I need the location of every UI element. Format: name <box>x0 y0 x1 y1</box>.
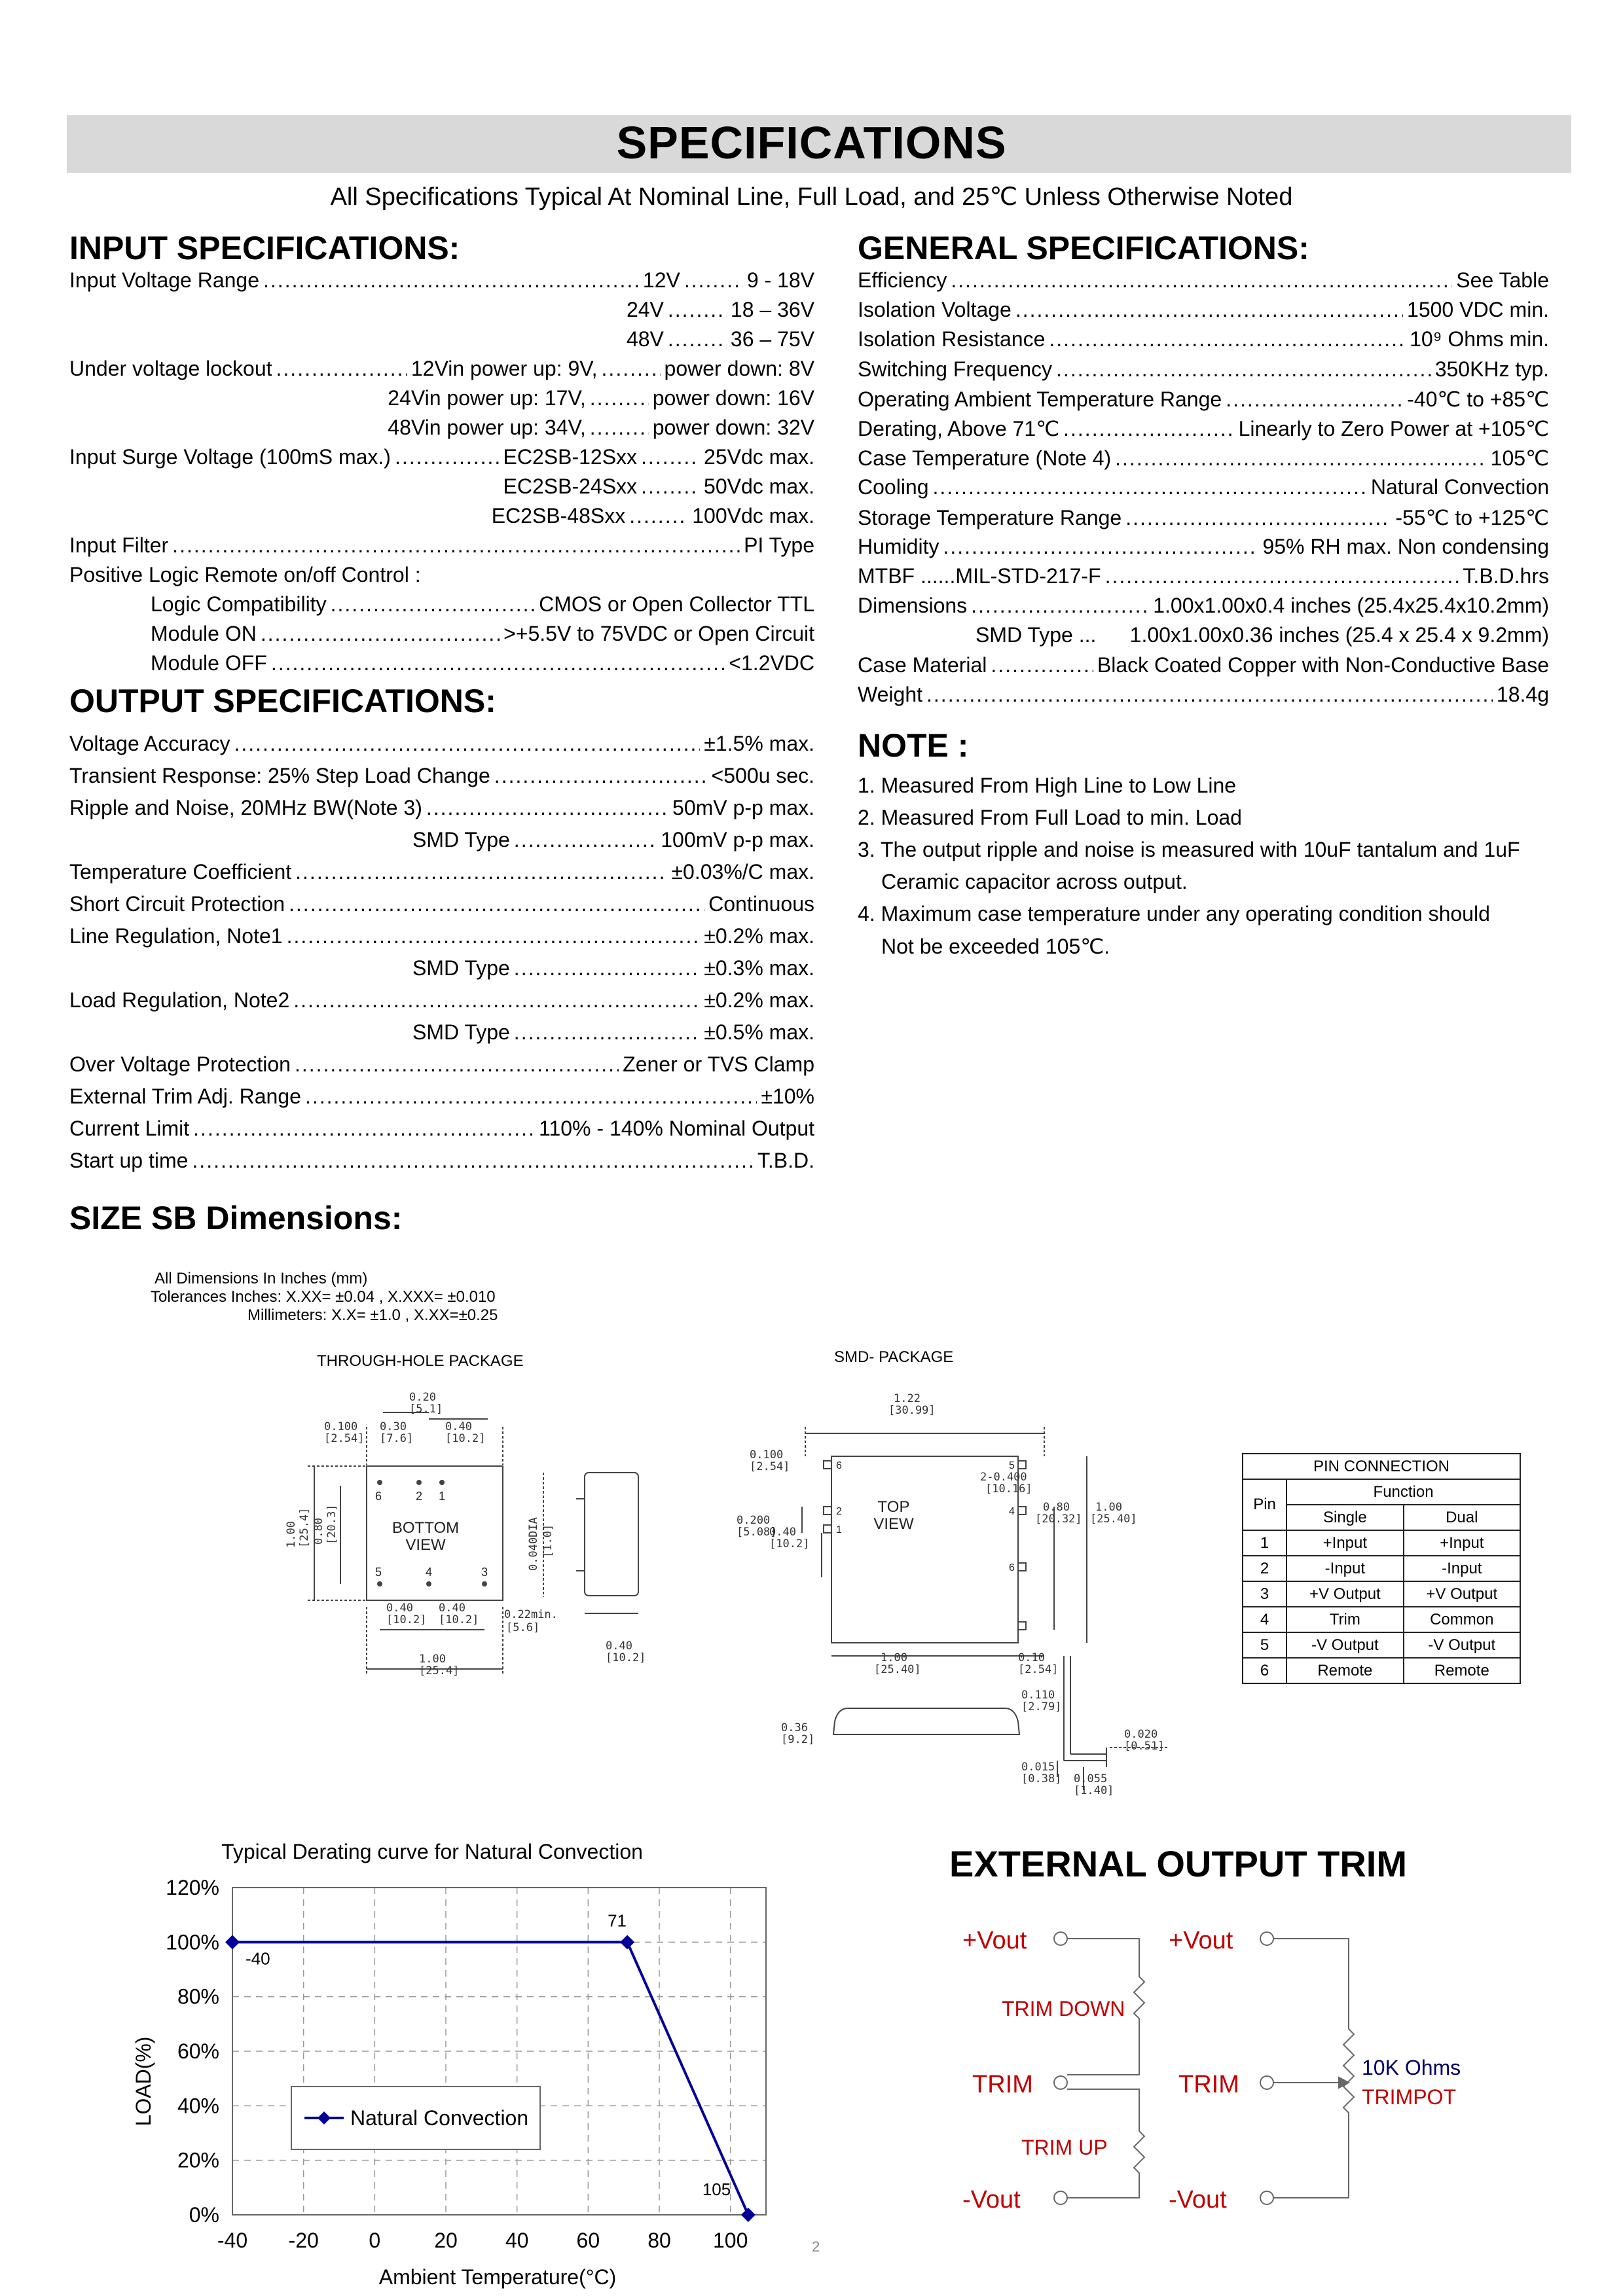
input-spec-row <box>69 445 814 469</box>
spec-value: 1.00x1.00x0.4 inches (25.4x25.4x10.2mm) <box>1153 594 1549 618</box>
output-spec-row <box>412 828 814 852</box>
legend-label: Natural Convection <box>350 2106 529 2130</box>
trim-heading: EXTERNAL OUTPUT TRIM <box>949 1843 1407 1884</box>
bottom-view-label: BOTTOM <box>392 1519 460 1537</box>
input-spec-row <box>69 504 814 528</box>
function-header: Function <box>1286 1479 1520 1505</box>
spec-label: Load Regulation, Note2 <box>69 988 290 1012</box>
pin-row <box>1243 1658 1520 1683</box>
general-spec-row <box>858 505 1549 530</box>
spec-label: Over Voltage Protection <box>69 1052 291 1076</box>
spec-value: ±0.03%/C max. <box>671 860 814 884</box>
spec-label: Positive Logic Remote on/off Control : <box>69 563 421 586</box>
through-hole-label: THROUGH-HOLE PACKAGE <box>317 1352 524 1370</box>
note-line: 4. Maximum case temperature under any operating condition should <box>858 902 1490 925</box>
dim-label: [25.4] <box>419 1664 460 1677</box>
trim-label-2: TRIM <box>1178 2071 1239 2098</box>
output-spec-row <box>69 924 814 948</box>
spec-label: Derating, Above 71℃ <box>858 417 1060 440</box>
spec-value: ±0.2% max. <box>704 924 814 948</box>
trim-label: TRIM <box>972 2071 1033 2098</box>
pin-row <box>1243 1581 1520 1607</box>
spec-value: Natural Convection <box>1370 475 1549 499</box>
dim-label: [2.54] <box>1018 1663 1059 1676</box>
spec-label: Storage Temperature Range <box>858 505 1122 529</box>
spec-value: 105℃ <box>1490 446 1549 471</box>
y-tick-label: 120% <box>166 1876 219 1899</box>
spec-mid-value: EC2SB-48Sxx <box>491 504 626 528</box>
spec-value: ±0.3% max. <box>704 956 814 980</box>
spec-label: Input Voltage Range <box>69 268 260 292</box>
vout-plus-label: +Vout <box>962 1927 1027 1954</box>
dim-tolerance-mm: Millimeters: X.X= ±1.0 , X.XX=±0.25 <box>247 1306 498 1324</box>
spec-value: ±1.5% max. <box>704 732 814 755</box>
chart-legend <box>291 2087 540 2149</box>
input-spec-row <box>151 622 814 646</box>
spec-value: power down: 8V <box>664 357 814 380</box>
bottom-view-label: VIEW <box>405 1536 446 1554</box>
pin-number: 3 <box>481 1566 488 1579</box>
pin-dual-cell: +Input <box>1404 1530 1520 1556</box>
pin-number: 4 <box>1009 1506 1015 1517</box>
pin-column-header: Pin <box>1243 1479 1286 1530</box>
spec-value: 18.4g <box>1496 682 1549 706</box>
dim-label: 1.00 <box>285 1521 298 1548</box>
x-axis-label: Ambient Temperature(°C) <box>378 2265 617 2289</box>
x-tick-label: 100 <box>712 2229 748 2252</box>
trim-down-label: TRIM DOWN <box>1002 1997 1125 2020</box>
spec-label: Input Surge Voltage (100mS max.) <box>69 445 391 469</box>
dim-label: [9.2] <box>781 1733 815 1746</box>
pin-single-cell: Trim <box>1286 1607 1403 1632</box>
spec-value: 1.00x1.00x0.36 inches (25.4 x 25.4 x 9.2mm) <box>1129 623 1549 647</box>
terminal-vout-minus-2 <box>1260 2191 1273 2204</box>
terminal-vout-plus-2 <box>1260 1932 1273 1945</box>
top-view-label: VIEW <box>873 1515 914 1533</box>
dimensions-heading: SIZE SB Dimensions: <box>69 1200 403 1236</box>
pin-dual-cell: -V Output <box>1404 1632 1520 1658</box>
trimpot-ohms-label: 10K Ohms <box>1362 2056 1461 2079</box>
pin-row <box>1243 1632 1520 1658</box>
dim-label: [10.2] <box>445 1432 486 1445</box>
output-spec-row <box>69 860 814 884</box>
input-spec-row <box>69 327 814 351</box>
through-hole-drawing <box>249 1381 668 1689</box>
smd-drawing <box>717 1381 1175 1800</box>
input-spec-row <box>69 475 814 499</box>
pin-dual-cell: -Input <box>1404 1556 1520 1581</box>
dim-label: 0.200 <box>737 1514 771 1527</box>
spec-label: Current Limit <box>69 1117 190 1140</box>
spec-value: power down: 16V <box>652 386 814 410</box>
dim-label: [25.40] <box>874 1663 921 1676</box>
spec-label: Dimensions <box>858 594 968 618</box>
spec-label: Humidity <box>858 534 939 558</box>
trim-diagram <box>943 1911 1519 2225</box>
dim-label: [1.0] <box>541 1524 555 1558</box>
spec-value: CMOS or Open Collector TTL <box>539 592 814 616</box>
dim-label: [25.4] <box>298 1507 311 1548</box>
dim-label: [5.08] <box>737 1526 777 1539</box>
dim-label: [5.1] <box>409 1403 443 1416</box>
dim-label: 0.40 <box>606 1640 632 1653</box>
general-spec-row <box>976 623 1549 647</box>
note-line: Ceramic capacitor across output. <box>881 870 1188 893</box>
pin-single-cell: +V Output <box>1286 1581 1403 1607</box>
spec-value: ±10% <box>761 1085 814 1108</box>
dim-label: [1.40] <box>1074 1784 1114 1797</box>
spec-label: SMD Type <box>412 956 510 980</box>
pin-number: 1 <box>439 1490 446 1503</box>
dim-label: 1.00 <box>1095 1501 1122 1514</box>
smd-package-label: SMD- PACKAGE <box>834 1348 954 1366</box>
spec-label: Efficiency <box>858 268 947 292</box>
pin-number-cell: 1 <box>1243 1530 1286 1556</box>
dim-label: [5.6] <box>506 1621 540 1634</box>
spec-value: Linearly to Zero Power at +105℃ <box>1238 417 1549 440</box>
y-tick-label: 60% <box>177 2039 219 2063</box>
output-spec-row <box>69 1117 814 1141</box>
dim-tolerance-inches: Tolerances Inches: X.XX= ±0.04 , X.XXX= ±0.010 <box>151 1288 496 1306</box>
spec-label: SMD Type <box>412 828 510 852</box>
pin-number: 6 <box>1009 1562 1015 1573</box>
dim-label: 0.80 <box>1043 1501 1070 1514</box>
spec-mid-value: 48Vin power up: 34V, <box>388 416 586 439</box>
dim-label: 0.30 <box>380 1420 407 1433</box>
spec-label: External Trim Adj. Range <box>69 1085 301 1108</box>
y-tick-label: 80% <box>177 1984 219 2009</box>
general-spec-row <box>858 446 1549 471</box>
vout-plus-label-2: +Vout <box>1169 1927 1233 1954</box>
pin-number: 6 <box>375 1490 382 1503</box>
dim-label: 0.40 <box>445 1420 472 1433</box>
note-line: 3. The output ripple and noise is measured with 10uF tantalum and 1uF <box>858 838 1520 861</box>
pin-dual-cell: Common <box>1404 1607 1520 1632</box>
dim-label: [0.38] <box>1021 1772 1062 1785</box>
spec-value: 350KHz typ. <box>1434 357 1549 381</box>
x-tick-label: 40 <box>505 2229 529 2252</box>
output-spec-row <box>69 1149 814 1173</box>
x-tick-label: 60 <box>576 2229 600 2252</box>
spec-value: 1500 VDC min. <box>1407 298 1549 322</box>
spec-value: 50mV p-p max. <box>672 796 814 819</box>
general-specs-heading: GENERAL SPECIFICATIONS: <box>858 230 1309 266</box>
x-tick-label: -20 <box>288 2229 319 2252</box>
spec-label: Switching Frequency <box>858 357 1053 381</box>
terminal-vout-plus <box>1054 1932 1067 1945</box>
pin-dual-cell: Remote <box>1404 1658 1520 1683</box>
spec-label: Module ON <box>151 622 257 645</box>
smd-side-view <box>833 1708 1019 1734</box>
y-axis-label: LOAD(%) <box>132 2036 155 2126</box>
spec-value: PI Type <box>744 533 814 557</box>
pin-number: 1 <box>836 1524 842 1535</box>
spec-value: Zener or TVS Clamp <box>623 1052 814 1076</box>
dim-label: 0.110 <box>1021 1689 1055 1702</box>
data-point <box>741 2208 756 2222</box>
spec-value: T.B.D. <box>757 1149 814 1172</box>
input-specs-heading: INPUT SPECIFICATIONS: <box>69 230 460 266</box>
dim-label: [30.99] <box>888 1404 936 1417</box>
y-tick-label: 40% <box>177 2094 219 2118</box>
spec-mid-value: 12V <box>642 268 680 292</box>
spec-mid-value: EC2SB-24Sxx <box>503 475 638 498</box>
spec-label: Input Filter <box>69 533 169 557</box>
output-spec-row <box>69 764 814 788</box>
series-line-natural-convection <box>232 1942 748 2215</box>
dim-label: 2-0.400 <box>980 1471 1027 1484</box>
pin-row <box>1243 1556 1520 1581</box>
output-spec-row <box>412 1020 814 1045</box>
dim-label: [20.3] <box>325 1504 338 1545</box>
spec-mid-value: 24Vin power up: 17V, <box>388 386 586 410</box>
output-spec-row <box>412 956 814 980</box>
output-spec-row <box>69 988 814 1013</box>
point-annotation: 71 <box>608 1910 627 1931</box>
input-spec-row <box>69 563 814 587</box>
x-tick-label: -40 <box>217 2229 248 2252</box>
note-line: 1. Measured From High Line to Low Line <box>858 774 1237 797</box>
input-spec-row <box>69 357 814 381</box>
spec-value: 100mV p-p max. <box>661 828 814 852</box>
spec-value: 110% - 140% Nominal Output <box>539 1117 814 1140</box>
note-line: Not be exceeded 105℃. <box>881 935 1110 958</box>
chart-title: Typical Derating curve for Natural Convection <box>221 1840 643 1863</box>
dim-label: 0.80 <box>312 1518 325 1545</box>
pin-single-cell: -Input <box>1286 1556 1403 1581</box>
spec-mid-value: EC2SB-12Sxx <box>503 445 638 469</box>
terminal-trim-2 <box>1260 2076 1273 2089</box>
spec-label: Under voltage lockout <box>69 357 272 380</box>
output-spec-row <box>69 1052 814 1077</box>
pin-number-cell: 2 <box>1243 1556 1286 1581</box>
dim-label: [0.51] <box>1124 1740 1165 1753</box>
derating-chart <box>118 1833 825 2291</box>
spec-value: 36 – 75V <box>730 327 814 351</box>
general-spec-row <box>858 653 1549 677</box>
input-spec-row <box>69 298 814 322</box>
input-spec-row <box>69 386 814 410</box>
spec-label: Isolation Resistance <box>858 327 1046 351</box>
notes-heading: NOTE : <box>858 727 969 764</box>
general-spec-row <box>858 416 1549 441</box>
spec-label: Start up time <box>69 1149 189 1172</box>
pin-number: 4 <box>426 1566 433 1579</box>
dim-label: 0.40 <box>769 1526 796 1539</box>
pin-number-cell: 6 <box>1243 1658 1286 1683</box>
spec-label: Operating Ambient Temperature Range <box>858 387 1222 411</box>
pin-table-title: PIN CONNECTION <box>1243 1454 1520 1479</box>
dim-label: 0.055 <box>1074 1772 1108 1785</box>
spec-value: -55℃ to +125℃ <box>1395 505 1549 529</box>
dim-label: [10.2] <box>606 1651 646 1664</box>
page-title: SPECIFICATIONS <box>616 117 1007 168</box>
general-spec-row <box>858 268 1549 293</box>
spec-label: SMD Type <box>412 1020 510 1044</box>
pin-single-cell: +Input <box>1286 1530 1403 1556</box>
dim-note: All Dimensions In Inches (mm) <box>155 1270 368 1287</box>
trim-up-label: TRIM UP <box>1021 2136 1108 2159</box>
output-spec-row <box>69 892 814 916</box>
terminal-trim <box>1054 2076 1067 2089</box>
x-tick-label: 20 <box>434 2229 458 2252</box>
dim-label: 0.100 <box>750 1448 784 1462</box>
spec-value: Black Coated Copper with Non-Conductive Base <box>1097 653 1549 677</box>
general-spec-row <box>858 594 1549 618</box>
single-header: Single <box>1286 1505 1403 1530</box>
spec-label: Temperature Coefficient <box>69 860 292 884</box>
dim-label: 0.22min. <box>504 1608 558 1621</box>
dim-label: 0.040DIA <box>527 1517 540 1571</box>
chart-grid <box>232 1888 766 2215</box>
pin-number-cell: 3 <box>1243 1581 1286 1607</box>
spec-value: >+5.5V to 75VDC or Open Circuit <box>503 622 814 645</box>
dim-label: [10.16] <box>985 1482 1032 1496</box>
dim-label: 0.40 <box>386 1602 413 1615</box>
spec-mid-value: 48V <box>626 327 664 351</box>
dim-label: [10.2] <box>386 1613 427 1626</box>
x-tick-label: 80 <box>647 2229 671 2252</box>
dim-label: 1.00 <box>881 1651 907 1664</box>
general-spec-row <box>858 387 1549 412</box>
output-spec-row <box>69 732 814 756</box>
y-tick-label: 20% <box>177 2148 219 2172</box>
dim-label: [10.2] <box>439 1613 479 1626</box>
pin-row <box>1243 1530 1520 1556</box>
spec-value: 100Vdc max. <box>692 504 814 528</box>
terminal-vout-minus <box>1054 2191 1067 2204</box>
spec-label: Module OFF <box>151 651 267 675</box>
dim-label: [2.54] <box>750 1460 790 1473</box>
dim-label: 1.22 <box>894 1392 921 1405</box>
spec-label: SMD Type ... <box>976 623 1097 647</box>
y-tick-label: 100% <box>166 1930 219 1954</box>
dim-label: [10.2] <box>769 1537 810 1551</box>
dim-label: [7.6] <box>380 1432 414 1445</box>
page-subtitle: All Specifications Typical At Nominal Line, Full Load, and 25℃ Unless Otherwise Noted <box>330 183 1293 211</box>
data-point <box>225 1935 240 1949</box>
dim-label: 0.015 <box>1021 1761 1055 1774</box>
side-view-outline <box>585 1473 638 1596</box>
spec-value: Continuous <box>708 892 814 916</box>
input-spec-row <box>151 592 814 617</box>
general-spec-row <box>858 683 1549 707</box>
spec-value: 95% RH max. Non condensing <box>1262 534 1549 558</box>
pin-number: 2 <box>416 1490 423 1503</box>
dim-label: [25.40] <box>1090 1513 1137 1526</box>
spec-value: 10⁹ Ohms min. <box>1410 327 1549 351</box>
dim-label: [2.54] <box>324 1432 365 1445</box>
pin-single-cell: -V Output <box>1286 1632 1403 1658</box>
spec-value: 25Vdc max. <box>704 445 814 469</box>
spec-label: Voltage Accuracy <box>69 732 230 755</box>
data-point <box>620 1935 634 1949</box>
dim-label: 1.00 <box>419 1653 446 1666</box>
pin-dual-cell: +V Output <box>1404 1581 1520 1607</box>
note-line: 2. Measured From Full Load to min. Load <box>858 806 1242 829</box>
general-spec-row <box>858 357 1549 382</box>
input-spec-row <box>69 268 814 293</box>
pin-number-cell: 5 <box>1243 1632 1286 1658</box>
general-spec-row <box>858 475 1549 499</box>
input-spec-row <box>69 533 814 558</box>
trimpot-label: TRIMPOT <box>1362 2085 1456 2109</box>
general-spec-row <box>858 535 1549 559</box>
spec-label: Case Temperature (Note 4) <box>858 446 1112 471</box>
spec-label: Case Material <box>858 653 987 677</box>
y-tick-label: 0% <box>189 2203 219 2227</box>
spec-value: <1.2VDC <box>729 651 814 675</box>
vout-minus-label-2: -Vout <box>1169 2186 1227 2214</box>
spec-label: Cooling <box>858 475 929 499</box>
output-spec-row <box>69 796 814 820</box>
dim-label: 0.36 <box>781 1721 808 1734</box>
output-specs-heading: OUTPUT SPECIFICATIONS: <box>69 683 496 719</box>
spec-value: T.B.D.hrs <box>1463 564 1549 588</box>
spec-label: Logic Compatibility <box>151 592 327 616</box>
spec-value: 18 – 36V <box>730 298 814 321</box>
input-spec-row <box>69 416 814 440</box>
spec-label: Weight <box>858 682 923 706</box>
output-spec-row <box>69 1085 814 1109</box>
x-tick-label: 0 <box>369 2229 381 2252</box>
pin-number-cell: 4 <box>1243 1607 1286 1632</box>
spec-value: -40℃ to +85℃ <box>1407 387 1549 411</box>
vout-minus-label: -Vout <box>962 2186 1021 2214</box>
pin-single-cell: Remote <box>1286 1658 1403 1683</box>
dual-header: Dual <box>1404 1505 1520 1530</box>
page-mark: 2 <box>812 2238 820 2255</box>
spec-value: <500u sec. <box>711 764 814 787</box>
pin-number: 2 <box>836 1506 842 1517</box>
general-spec-row <box>858 327 1549 351</box>
point-annotation: -40 <box>246 1948 270 1969</box>
spec-mid-value: 24V <box>626 298 664 321</box>
top-view-label: TOP <box>877 1498 910 1516</box>
pin-row <box>1243 1607 1520 1632</box>
spec-value: ±0.5% max. <box>704 1020 814 1044</box>
pin-number: 5 <box>375 1566 382 1579</box>
general-spec-row <box>858 564 1549 588</box>
spec-value: 50Vdc max. <box>704 475 814 498</box>
spec-value: power down: 32V <box>652 416 814 439</box>
input-spec-row <box>151 651 814 675</box>
spec-value: 9 - 18V <box>746 268 814 292</box>
dim-label: [20.32] <box>1035 1513 1082 1526</box>
point-annotation: 105 <box>702 2179 731 2199</box>
pin-connection-table <box>1242 1453 1521 1684</box>
spec-label: Line Regulation, Note1 <box>69 924 283 948</box>
dim-label: 0.100 <box>324 1420 358 1433</box>
spec-label: Transient Response: 25% Step Load Change <box>69 764 490 787</box>
dim-label: 0.40 <box>439 1602 465 1615</box>
dim-label: [2.79] <box>1021 1700 1062 1713</box>
spec-label: Isolation Voltage <box>858 298 1012 322</box>
pin-number: 6 <box>836 1460 842 1471</box>
pin-number: 5 <box>1009 1460 1015 1471</box>
dim-label: 0.020 <box>1124 1728 1158 1741</box>
spec-value: See Table <box>1456 268 1549 292</box>
spec-mid-value: 12Vin power up: 9V, <box>410 357 598 380</box>
dim-label: 0.20 <box>409 1391 436 1404</box>
dim-label: 0.10 <box>1018 1651 1045 1664</box>
spec-label: Ripple and Noise, 20MHz BW(Note 3) <box>69 796 422 819</box>
spec-label: MTBF ......MIL-STD-217-F <box>858 564 1101 588</box>
spec-value: ±0.2% max. <box>704 988 814 1012</box>
spec-label: Short Circuit Protection <box>69 892 285 916</box>
general-spec-row <box>858 298 1549 322</box>
